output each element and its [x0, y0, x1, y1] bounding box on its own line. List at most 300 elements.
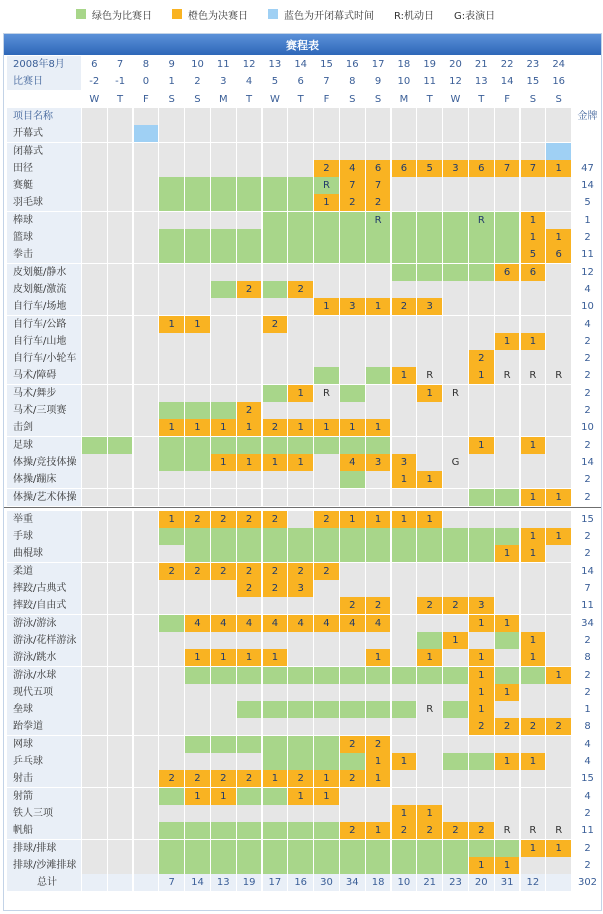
empty-cell	[366, 402, 391, 419]
final-day-cell: 1	[366, 822, 391, 839]
empty-cell	[159, 264, 184, 281]
legend	[0, 0, 603, 28]
competition-day-cell	[314, 667, 339, 684]
competition-day-cell	[340, 857, 365, 874]
empty-cell	[366, 281, 391, 298]
empty-cell	[546, 770, 571, 787]
competition-day-cell	[159, 528, 184, 545]
final-day-cell: 2	[211, 511, 236, 528]
competition-day-cell	[340, 528, 365, 545]
empty-cell	[263, 125, 288, 142]
empty-cell	[211, 350, 236, 367]
empty-cell	[108, 788, 133, 805]
empty-cell	[521, 281, 546, 298]
empty-cell	[495, 736, 520, 753]
empty-cell	[134, 857, 159, 874]
final-day-cell: 1	[392, 367, 417, 384]
final-day-cell: 2	[366, 736, 391, 753]
competition-day-cell	[237, 246, 262, 263]
empty-cell	[417, 143, 442, 160]
event-row	[4, 316, 601, 333]
empty-cell	[443, 333, 468, 350]
event-medal-total: 2	[584, 686, 591, 698]
empty-cell	[495, 805, 520, 822]
empty-cell	[443, 615, 468, 632]
weekday-cell: S	[349, 93, 356, 105]
competition-day-cell	[340, 212, 365, 229]
final-day-cell: 1	[392, 805, 417, 822]
empty-cell	[237, 350, 262, 367]
competition-day-cell	[417, 545, 442, 562]
final-day-cell: 1	[417, 511, 442, 528]
event-name: 自行车/山地	[7, 333, 81, 350]
empty-cell	[185, 385, 210, 402]
final-day-cell: 1	[495, 753, 520, 770]
competition-day-cell	[392, 212, 417, 229]
date-cell: 12	[242, 59, 256, 70]
competition-day-cell	[185, 736, 210, 753]
event-medal-total: 11	[581, 600, 594, 612]
event-medal-total: 4	[584, 283, 591, 295]
empty-cell	[469, 454, 494, 471]
empty-cell	[495, 597, 520, 614]
empty-cell	[392, 563, 417, 580]
competition-day-cell: 11	[423, 76, 437, 88]
competition-day-cell	[211, 822, 236, 839]
empty-cell	[469, 402, 494, 419]
competition-day-cell	[495, 667, 520, 684]
empty-cell	[134, 229, 159, 246]
competition-day-cell	[263, 177, 288, 194]
empty-cell	[237, 125, 262, 142]
final-day-cell: 6	[392, 160, 417, 177]
date-cell: 14	[294, 59, 308, 70]
competition-day-cell	[366, 701, 391, 718]
empty-cell	[443, 281, 468, 298]
event-row	[4, 264, 601, 281]
weekday-cell: S	[374, 93, 382, 105]
event-medal-total: 11	[581, 825, 594, 837]
month-label: 2008年8月	[7, 56, 81, 73]
empty-cell	[521, 684, 546, 701]
empty-cell	[392, 597, 417, 614]
empty-cell	[495, 316, 520, 333]
empty-cell	[134, 489, 159, 506]
empty-cell	[366, 316, 391, 333]
empty-cell	[211, 160, 236, 177]
empty-cell	[314, 632, 339, 649]
empty-cell	[443, 471, 468, 488]
empty-cell	[82, 385, 107, 402]
empty-cell	[546, 701, 571, 718]
header-dates-row	[4, 56, 601, 73]
weekday-cell: F	[143, 93, 149, 105]
empty-cell	[521, 125, 546, 142]
competition-day-cell	[211, 857, 236, 874]
event-row	[4, 511, 601, 528]
empty-cell	[392, 736, 417, 753]
weekday-cell: W	[269, 93, 280, 105]
empty-cell	[366, 471, 391, 488]
final-day-cell: 2	[237, 563, 262, 580]
event-medal-total: 2	[584, 531, 591, 543]
empty-cell	[108, 511, 133, 528]
date-cell: 6	[91, 59, 98, 70]
empty-cell	[211, 580, 236, 597]
competition-day-cell	[469, 753, 494, 770]
empty-cell	[134, 454, 159, 471]
empty-cell	[237, 108, 262, 125]
empty-cell	[237, 160, 262, 177]
empty-cell	[469, 805, 494, 822]
final-day-cell: 1	[469, 649, 494, 666]
final-day-cell: 1	[521, 489, 546, 506]
empty-cell	[288, 108, 313, 125]
empty-cell	[237, 753, 262, 770]
empty-cell	[443, 367, 468, 384]
competition-day-cell: 8	[349, 76, 356, 88]
weekday-cell: T	[297, 93, 304, 105]
final-day-cell: 2	[185, 563, 210, 580]
event-row	[4, 333, 601, 350]
final-day-cell: 1	[469, 437, 494, 454]
competition-day-cell	[443, 840, 468, 857]
empty-cell	[366, 143, 391, 160]
blank-cell	[7, 91, 81, 108]
empty-cell	[185, 298, 210, 315]
weekday-cell: S	[529, 93, 537, 105]
final-day-cell: 4	[340, 615, 365, 632]
final-day-cell: 4	[340, 454, 365, 471]
empty-cell	[159, 367, 184, 384]
competition-day-cell	[495, 212, 520, 229]
empty-cell	[443, 419, 468, 436]
empty-cell	[521, 563, 546, 580]
empty-cell	[134, 545, 159, 562]
event-name: 足球	[7, 437, 81, 454]
event-medal-total: 2	[584, 807, 591, 819]
event-row	[4, 632, 601, 649]
day-total-cell: 12	[521, 874, 546, 891]
final-day-cell: 2	[288, 281, 313, 298]
competition-day-cell	[469, 840, 494, 857]
empty-cell	[288, 649, 313, 666]
competition-day-cell	[263, 667, 288, 684]
event-row	[4, 528, 601, 545]
empty-cell	[417, 684, 442, 701]
legend-item-demo	[454, 7, 495, 22]
empty-cell	[211, 701, 236, 718]
final-day-cell: 1	[521, 437, 546, 454]
empty-cell	[108, 649, 133, 666]
competition-day-cell	[314, 545, 339, 562]
empty-cell	[392, 350, 417, 367]
competition-day-cell: 7	[323, 76, 330, 88]
empty-cell	[288, 471, 313, 488]
final-day-cell: 1	[521, 840, 546, 857]
final-day-cell: 1	[366, 419, 391, 436]
empty-cell	[417, 108, 442, 125]
empty-cell	[134, 822, 159, 839]
competition-day-cell	[211, 437, 236, 454]
competition-day-cell	[237, 788, 262, 805]
empty-cell	[443, 177, 468, 194]
empty-cell	[159, 350, 184, 367]
empty-cell	[495, 125, 520, 142]
empty-cell	[340, 264, 365, 281]
empty-cell	[134, 437, 159, 454]
competition-day-cell	[469, 528, 494, 545]
event-row	[4, 489, 601, 506]
final-day-cell: 1	[392, 753, 417, 770]
event-medal-total: 47	[581, 162, 594, 174]
empty-cell	[443, 649, 468, 666]
date-cell: 7	[116, 59, 124, 70]
event-name: 自行车/公路	[7, 316, 81, 333]
empty-cell	[314, 471, 339, 488]
empty-cell	[82, 212, 107, 229]
empty-cell	[521, 194, 546, 211]
competition-day-cell: 3	[220, 76, 227, 88]
empty-cell	[82, 580, 107, 597]
empty-cell	[392, 125, 417, 142]
competition-day-cell	[288, 753, 313, 770]
competition-day-cell	[288, 701, 313, 718]
empty-cell	[288, 597, 313, 614]
empty-cell	[546, 580, 571, 597]
empty-cell	[314, 333, 339, 350]
final-day-cell: 1	[263, 454, 288, 471]
empty-cell	[546, 545, 571, 562]
empty-cell	[82, 840, 107, 857]
competition-day-cell	[211, 667, 236, 684]
event-medal-total: 11	[581, 249, 594, 261]
final-day-cell: 1	[366, 770, 391, 787]
green-swatch	[76, 9, 86, 19]
empty-cell	[237, 333, 262, 350]
empty-cell	[546, 316, 571, 333]
final-day-cell: 2	[211, 770, 236, 787]
event-medal-total: 2	[584, 669, 591, 681]
legend-label: 橙色为决赛日	[188, 10, 248, 22]
empty-cell	[469, 471, 494, 488]
competition-day-cell	[521, 667, 546, 684]
competition-day-cell	[185, 857, 210, 874]
empty-cell	[108, 402, 133, 419]
empty-cell	[263, 108, 288, 125]
empty-cell	[521, 736, 546, 753]
empty-cell	[82, 788, 107, 805]
empty-cell	[134, 615, 159, 632]
empty-cell	[417, 788, 442, 805]
empty-cell	[134, 177, 159, 194]
empty-cell	[134, 281, 159, 298]
competition-day-cell: R	[314, 177, 339, 194]
empty-cell	[546, 805, 571, 822]
event-name: 棒球	[7, 212, 81, 229]
competition-day-cell	[392, 667, 417, 684]
empty-cell	[546, 298, 571, 315]
empty-cell	[392, 684, 417, 701]
empty-cell	[108, 753, 133, 770]
final-day-cell: 6	[495, 264, 520, 281]
final-day-cell: 4	[263, 615, 288, 632]
competition-day-cell	[237, 528, 262, 545]
empty-cell	[417, 402, 442, 419]
event-name: 柔道	[7, 563, 81, 580]
empty-cell	[159, 718, 184, 735]
competition-day-cell	[417, 528, 442, 545]
final-day-cell: 2	[340, 822, 365, 839]
empty-cell	[392, 177, 417, 194]
empty-cell	[185, 350, 210, 367]
competition-day-cell	[340, 753, 365, 770]
empty-cell	[392, 194, 417, 211]
empty-cell	[469, 194, 494, 211]
empty-cell	[443, 402, 468, 419]
event-name: 排球/沙滩排球	[7, 857, 81, 874]
empty-cell	[495, 298, 520, 315]
empty-cell	[108, 667, 133, 684]
event-name: 摔跤/古典式	[7, 580, 81, 597]
empty-cell	[288, 632, 313, 649]
empty-cell	[288, 333, 313, 350]
event-name: 网球	[7, 736, 81, 753]
event-medal-total: 2	[584, 439, 591, 451]
competition-day-cell	[443, 264, 468, 281]
event-row	[4, 246, 601, 263]
competition-day-cell: 9	[374, 76, 382, 88]
weekday-cell: F	[323, 93, 330, 105]
empty-cell	[159, 684, 184, 701]
empty-cell	[546, 736, 571, 753]
final-day-cell: 1	[546, 229, 571, 246]
day-total-cell: 13	[211, 874, 236, 891]
final-day-cell: 7	[366, 177, 391, 194]
empty-cell	[443, 316, 468, 333]
date-cell: 8	[142, 59, 150, 70]
empty-cell	[134, 246, 159, 263]
empty-cell	[263, 350, 288, 367]
event-name: 击剑	[7, 419, 81, 436]
date-cell: 20	[449, 59, 462, 70]
empty-cell	[417, 316, 442, 333]
empty-cell	[211, 632, 236, 649]
final-day-cell: 1	[417, 385, 442, 402]
final-day-cell: 1	[288, 788, 313, 805]
empty-cell	[417, 489, 442, 506]
final-day-cell: 2	[469, 822, 494, 839]
event-name: 田径	[7, 160, 81, 177]
event-medal-total	[574, 125, 601, 142]
empty-cell	[185, 281, 210, 298]
empty-cell	[288, 684, 313, 701]
final-day-cell: 6	[469, 160, 494, 177]
empty-cell	[211, 125, 236, 142]
event-medal-total: 7	[584, 583, 591, 594]
final-day-cell: 5	[417, 160, 442, 177]
final-day-cell: 2	[159, 770, 184, 787]
empty-cell	[159, 580, 184, 597]
event-medal-total: 2	[584, 405, 591, 416]
event-medal-total: 8	[584, 721, 591, 733]
empty-cell	[82, 701, 107, 718]
event-medal-total: 14	[581, 456, 594, 468]
event-row	[4, 125, 601, 142]
empty-cell	[417, 753, 442, 770]
event-medal-total: 1	[584, 704, 591, 716]
empty-cell	[237, 385, 262, 402]
empty-cell	[108, 471, 133, 488]
event-name: 皮划艇/静水	[7, 264, 81, 281]
empty-cell	[546, 511, 571, 528]
event-name: 射箭	[7, 788, 81, 805]
final-day-cell: 2	[237, 770, 262, 787]
empty-cell	[546, 649, 571, 666]
final-day-cell: 1	[469, 701, 494, 718]
empty-cell	[469, 788, 494, 805]
empty-cell	[288, 489, 313, 506]
competition-day-cell	[108, 437, 133, 454]
final-day-cell: 2	[237, 580, 262, 597]
empty-cell	[82, 125, 107, 142]
final-day-cell: 1	[469, 684, 494, 701]
competition-day-cell	[185, 667, 210, 684]
event-row	[4, 437, 601, 454]
competition-day-cell	[288, 822, 313, 839]
empty-cell	[263, 632, 288, 649]
empty-cell	[82, 857, 107, 874]
competition-day-cell	[366, 437, 391, 454]
day-total-cell	[134, 874, 159, 891]
empty-cell	[443, 194, 468, 211]
final-day-cell: 1	[521, 753, 546, 770]
competition-day-cell	[159, 857, 184, 874]
empty-cell	[108, 736, 133, 753]
empty-cell	[288, 298, 313, 315]
empty-cell	[521, 298, 546, 315]
empty-cell	[185, 701, 210, 718]
competition-day-cell	[340, 667, 365, 684]
event-medal-total: 2	[584, 634, 591, 646]
final-day-cell: 2	[263, 419, 288, 436]
competition-day-cell	[288, 528, 313, 545]
empty-cell: G	[443, 454, 468, 471]
final-day-cell: 2	[237, 281, 262, 298]
competition-day-cell	[263, 857, 288, 874]
final-day-cell: 1	[366, 753, 391, 770]
competition-day-cell	[392, 528, 417, 545]
final-day-cell: 1	[288, 454, 313, 471]
event-row	[4, 684, 601, 701]
event-name: 射击	[7, 770, 81, 787]
final-day-cell: 2	[495, 718, 520, 735]
event-medal-total: 2	[584, 474, 591, 486]
competition-day-cell	[237, 229, 262, 246]
empty-cell	[82, 822, 107, 839]
empty-cell	[185, 597, 210, 614]
event-name: 曲棍球	[7, 545, 81, 562]
competition-day-cell	[185, 545, 210, 562]
empty-cell	[392, 580, 417, 597]
empty-cell	[392, 108, 417, 125]
empty-cell	[288, 160, 313, 177]
competition-day-cell	[288, 857, 313, 874]
competition-day-cell: 10	[397, 76, 411, 88]
competition-day-cell: -2	[89, 76, 100, 88]
competition-day-cell	[314, 753, 339, 770]
event-name: 开幕式	[7, 125, 81, 142]
